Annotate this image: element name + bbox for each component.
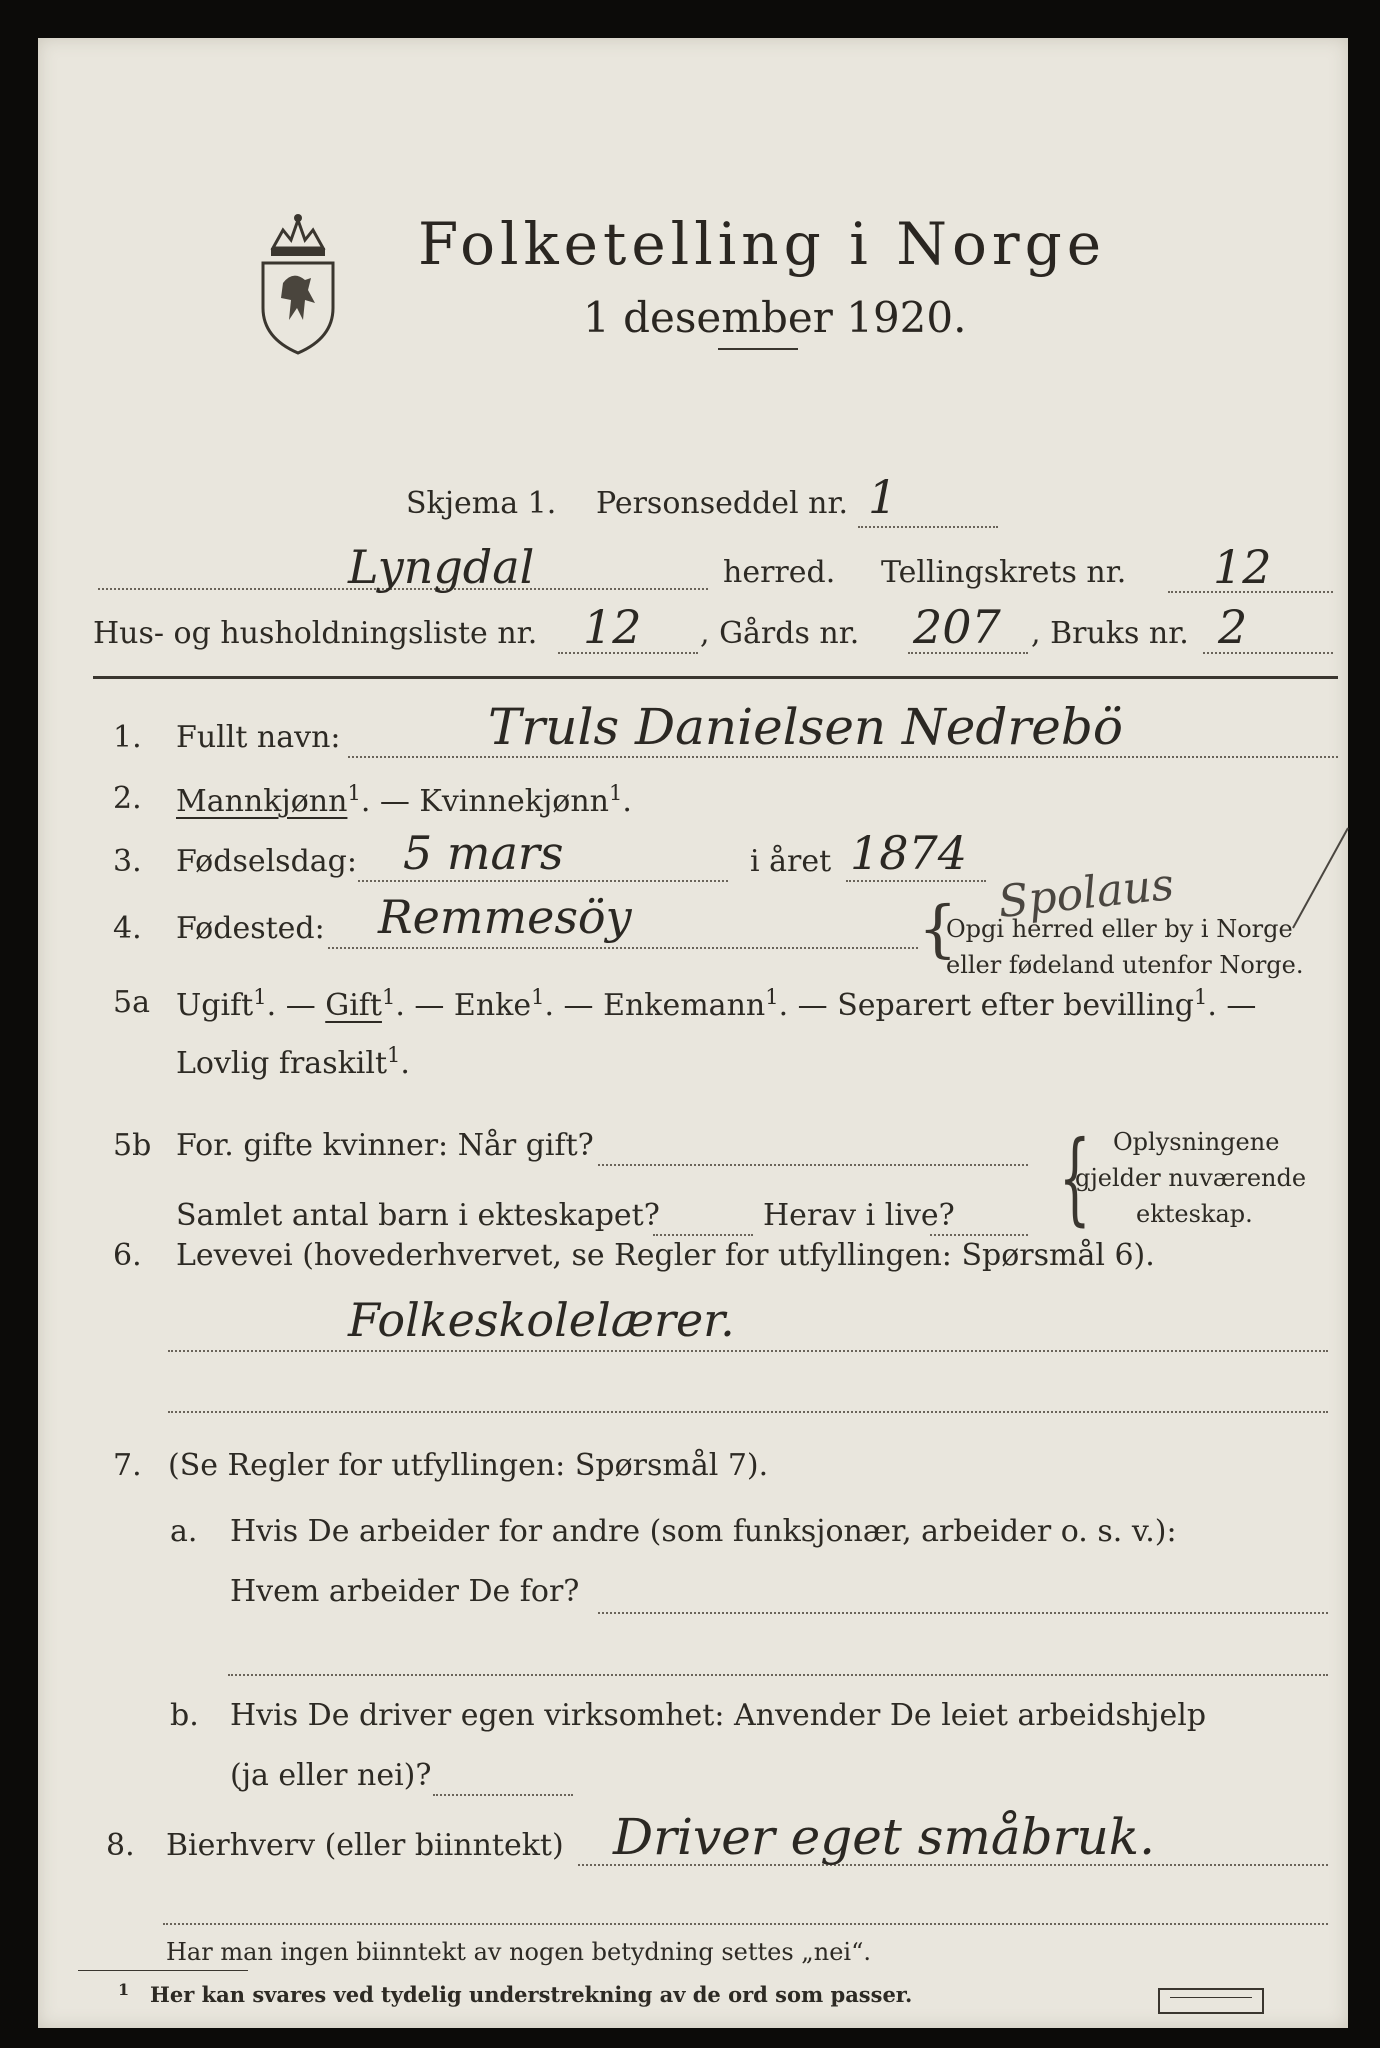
q5b-children-line <box>653 1234 753 1236</box>
herred-value: Lyngdal <box>348 540 535 594</box>
q3-year-label: i året <box>750 844 832 879</box>
personseddel-value: 1 <box>868 470 898 524</box>
occupation-value: Folkeskolelærer. <box>348 1293 735 1347</box>
birthplace-value: Remmesöy <box>378 890 632 944</box>
birth-year-value: 1874 <box>850 826 968 880</box>
q5b-note-brace: { <box>1058 1119 1091 1236</box>
q5b-note-line2: gjelder nuværende <box>1075 1164 1307 1192</box>
tellingskrets-label: Tellingskrets nr. <box>881 555 1127 590</box>
title-divider <box>718 348 798 350</box>
q3-number: 3. <box>113 844 142 879</box>
q4-note-line2: eller fødeland utenfor Norge. <box>946 951 1304 979</box>
q7b-line1: Hvis De driver egen virksomhet: Anvender De leiet arbeidshjelp <box>230 1698 1207 1733</box>
census-date: 1 desember 1920. <box>583 293 967 342</box>
q8-label: Bierhverv (eller biinntekt) <box>166 1828 564 1863</box>
q7b-line2: (ja eller nei)? <box>230 1758 432 1793</box>
q1-label: Fullt navn: <box>176 720 341 755</box>
husliste-label: Hus- og husholdningsliste nr. <box>93 616 538 651</box>
q7a-answer-line <box>598 1612 1328 1614</box>
norwegian-coat-of-arms-icon <box>253 208 343 358</box>
q7a-line2: Hvem arbeider De for? <box>230 1574 580 1609</box>
bruks-value: 2 <box>1218 600 1248 654</box>
q6-label: Levevei (hovederhvervet, se Regler for utfyllingen: Spørsmål 6). <box>176 1238 1155 1273</box>
q7a-letter: a. <box>170 1514 198 1549</box>
printer-stamp <box>1158 1988 1264 2014</box>
personseddel-label: Personseddel nr. <box>596 486 849 521</box>
q8-line2 <box>163 1923 1328 1925</box>
q5a-line2: Lovlig fraskilt$^1$. <box>176 1043 410 1081</box>
q5b-number: 5b <box>113 1128 152 1163</box>
q3-year-line <box>846 880 986 882</box>
marital-status-options: Ugift$^1$. — Gift$^1$. — Enke$^1$. — Enkemann$^1$. — Separert efter bevilling$^1$. — <box>176 985 1257 1023</box>
q3-label: Fødselsdag: <box>176 844 357 879</box>
side-income-value: Driver eget småbruk. <box>613 1808 1155 1866</box>
q4-line <box>328 947 918 949</box>
q8-number: 8. <box>106 1828 135 1863</box>
q5a-number: 5a <box>113 985 150 1020</box>
q2-number: 2. <box>113 781 142 816</box>
full-name-value: Truls Danielsen Nedrebö <box>488 698 1123 756</box>
gards-value: 207 <box>913 600 1001 654</box>
q7b-letter: b. <box>170 1698 199 1733</box>
q5b-children-label: Samlet antal barn i ekteskapet? <box>176 1198 660 1233</box>
marital-married: Gift <box>325 988 382 1023</box>
birth-date-value: 5 mars <box>403 826 564 880</box>
footnote-mark: 1 <box>118 1980 130 1999</box>
schema-label: Skjema 1. <box>406 486 557 521</box>
gender-male: Mannkjønn <box>176 784 348 819</box>
q5b-note-line3: ekteskap. <box>1136 1200 1253 1228</box>
q6-number: 6. <box>113 1238 142 1273</box>
q5b-alive-label: Herav i live? <box>763 1198 955 1233</box>
q7a-answer-line2 <box>228 1674 1328 1676</box>
q6-line2 <box>168 1411 1328 1413</box>
gender-options: Mannkjønn$^1$. — Kvinnekjønn$^1$. <box>176 781 632 819</box>
herred-label: herred. <box>723 555 836 590</box>
husliste-value: 12 <box>583 600 642 654</box>
margin-annotation: Spolaus <box>995 858 1177 929</box>
gards-label: , Gårds nr. <box>700 616 860 651</box>
bruks-label: , Bruks nr. <box>1031 616 1189 651</box>
q5b-note-line1: Oplysningene <box>1113 1128 1280 1156</box>
q5b-when-married-line <box>598 1164 1028 1166</box>
q5b-when-married-label: For. gifte kvinner: Når gift? <box>176 1128 594 1163</box>
q3-line <box>358 880 728 882</box>
q5b-alive-line <box>930 1234 1028 1236</box>
personseddel-line <box>858 526 998 528</box>
q7a-line1: Hvis De arbeider for andre (som funksjonær, arbeider o. s. v.): <box>230 1514 1177 1549</box>
q1-number: 1. <box>113 720 142 755</box>
census-form-sheet <box>38 38 1348 2028</box>
q7-number: 7. <box>113 1448 142 1483</box>
q4-label: Fødested: <box>176 911 325 946</box>
q7b-answer-line <box>433 1794 573 1796</box>
q1-line <box>348 756 1338 758</box>
footnote-text: Her kan svares ved tydelig understrekning av de ord som passer. <box>150 1982 913 2007</box>
q7-label: (Se Regler for utfyllingen: Spørsmål 7). <box>168 1448 769 1483</box>
footnote-divider <box>78 1970 248 1971</box>
tellingskrets-value: 12 <box>1213 540 1272 594</box>
header-divider <box>93 676 1338 679</box>
q4-note-line1: Opgi herred eller by i Norge <box>946 915 1293 943</box>
q4-note-brace: { <box>918 892 958 965</box>
footer-note: Har man ingen biinntekt av nogen betydning settes „nei“. <box>166 1938 871 1966</box>
q4-number: 4. <box>113 911 142 946</box>
form-title: Folketelling i Norge <box>418 210 1107 278</box>
margin-annotation-stroke <box>1288 818 1358 938</box>
q6-line1 <box>168 1350 1328 1352</box>
